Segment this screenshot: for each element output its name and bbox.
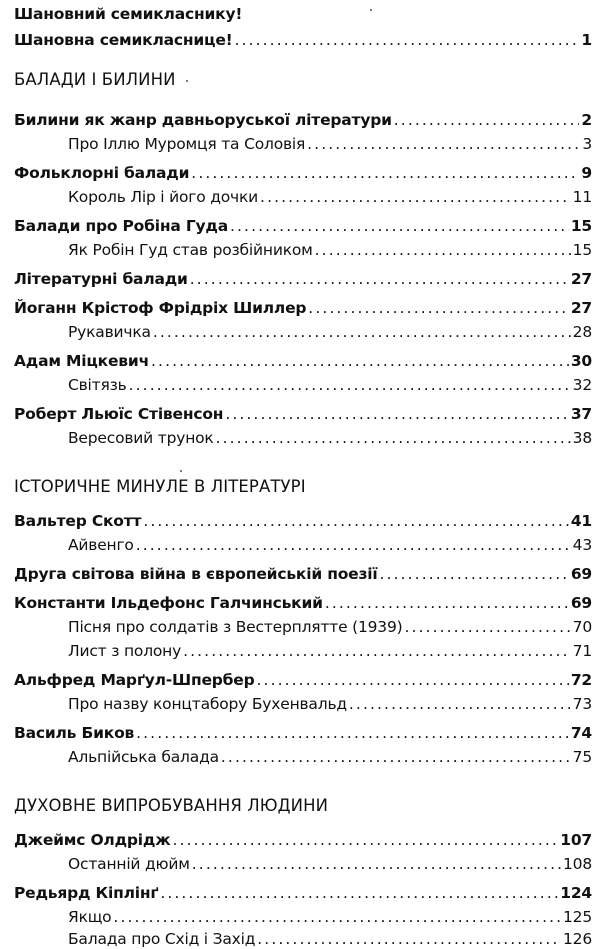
- toc-entry-page: 69: [570, 594, 592, 612]
- toc-entry-title: Літературні балади: [14, 270, 188, 288]
- toc-entry-title: Лист з полону: [68, 642, 182, 660]
- toc-entry-title: Константи Ільдефонс Галчинський: [14, 594, 323, 612]
- toc-entry[interactable]: [14, 511, 592, 531]
- toc-entry-title: Світязь: [68, 376, 127, 394]
- leader-dots: [191, 163, 579, 183]
- leader-dots: [260, 187, 571, 207]
- toc-entry[interactable]: [68, 187, 592, 207]
- toc-entry[interactable]: [14, 269, 592, 289]
- leader-dots: [190, 269, 569, 289]
- toc-entry-page: 72: [570, 671, 592, 689]
- toc-entry-page: 126: [563, 930, 592, 948]
- leader-dots: [160, 883, 558, 903]
- toc-entry-title: Вересовий трунок: [68, 429, 214, 447]
- toc-entry-title: Якщо: [68, 908, 112, 926]
- toc-entry-intro[interactable]: [14, 30, 592, 50]
- toc-entry[interactable]: [14, 670, 592, 690]
- toc-entry[interactable]: [14, 163, 592, 183]
- toc-entry-page: 75: [572, 748, 592, 766]
- leader-dots: [230, 216, 569, 236]
- toc-entry[interactable]: [14, 830, 592, 850]
- toc-entry-title: Фольклорні балади: [14, 164, 190, 182]
- toc-entry[interactable]: [68, 617, 592, 637]
- toc-entry-title: Йоганн Крістоф Фрідріх Шиллер: [14, 299, 307, 317]
- toc-entry[interactable]: [14, 723, 592, 743]
- leader-dots: [151, 351, 569, 371]
- toc-entry[interactable]: [14, 110, 592, 130]
- intro-greeting-line-1: Шановний семикласнику!: [14, 5, 243, 23]
- toc-entry[interactable]: [68, 747, 592, 767]
- toc-entry-title: Билини як жанр давньоруської літератури: [14, 111, 392, 129]
- toc-entry[interactable]: [68, 134, 592, 154]
- toc-entry-title: Айвенго: [68, 536, 134, 554]
- toc-entry-page: 28: [572, 323, 592, 341]
- toc-entry-page: 125: [563, 908, 592, 926]
- leader-dots: [136, 535, 571, 555]
- section-heading-spiritual-trial: ДУХОВНЕ ВИПРОБУВАННЯ ЛЮДИНИ: [14, 796, 329, 815]
- leader-dots: [404, 617, 570, 637]
- toc-entry[interactable]: [14, 404, 592, 424]
- toc-entry-page: 11: [572, 188, 592, 206]
- toc-entry-title: Останній дюйм: [68, 855, 190, 873]
- toc-entry-title: Альфред Марґул-Шпербер: [14, 671, 255, 689]
- toc-entry-title: Про Іллю Муромця та Соловія: [68, 135, 306, 153]
- toc-entry[interactable]: [14, 564, 592, 584]
- toc-entry-title: Друга світова війна в європейській поезії: [14, 565, 378, 583]
- toc-entry-page: 107: [560, 831, 592, 849]
- leader-dots: [257, 929, 561, 949]
- leader-dots: [172, 830, 558, 850]
- toc-entry-page: 3: [582, 135, 592, 153]
- toc-entry-title: Редьярд Кіплінґ: [14, 884, 159, 902]
- toc-entry-title: Про назву концтабору Бухенвальд: [68, 695, 347, 713]
- leader-dots: [183, 641, 571, 661]
- toc-entry[interactable]: [14, 883, 592, 903]
- toc-entry-title: Балади про Робіна Гуда: [14, 217, 228, 235]
- toc-entry-title: Король Лір і його дочки: [68, 188, 259, 206]
- toc-entry-title: Рукавичка: [68, 323, 151, 341]
- toc-entry-page: 15: [572, 241, 592, 259]
- toc-entry[interactable]: [68, 907, 592, 927]
- leader-dots: [143, 511, 569, 531]
- toc-entry-page: 37: [570, 405, 592, 423]
- toc-entry-page: 27: [570, 270, 592, 288]
- scan-speck: [186, 80, 188, 82]
- toc-entry[interactable]: [68, 322, 592, 342]
- leader-dots: [192, 854, 561, 874]
- leader-dots: [307, 134, 580, 154]
- toc-entry[interactable]: [68, 240, 592, 260]
- toc-entry[interactable]: [68, 428, 592, 448]
- leader-dots: [257, 670, 569, 690]
- toc-entry[interactable]: [14, 593, 592, 613]
- leader-dots: [216, 428, 571, 448]
- leader-dots: [380, 564, 569, 584]
- leader-dots: [394, 110, 580, 130]
- toc-entry-page: 9: [581, 164, 592, 182]
- toc-entry[interactable]: [68, 929, 592, 949]
- toc-entry-page: 1: [581, 31, 592, 49]
- toc-entry-page: 69: [570, 565, 592, 583]
- section-heading-ballads: БАЛАДИ І БИЛИНИ: [14, 70, 176, 89]
- toc-entry[interactable]: [14, 216, 592, 236]
- toc-entry[interactable]: [14, 298, 592, 318]
- toc-entry-page: 124: [560, 884, 592, 902]
- leader-dots: [113, 907, 561, 927]
- toc-entry-title: Джеймс Олдрідж: [14, 831, 171, 849]
- toc-entry-page: 70: [572, 618, 592, 636]
- toc-entry-title: Шановна семикласнице!: [14, 31, 233, 49]
- toc-entry-page: 108: [563, 855, 592, 873]
- toc-entry-title: Балада про Схід і Захід: [68, 930, 256, 948]
- leader-dots: [325, 593, 569, 613]
- scan-speck: [180, 470, 182, 472]
- toc-entry-page: 41: [570, 512, 592, 530]
- leader-dots: [308, 298, 569, 318]
- leader-dots: [153, 322, 571, 342]
- leader-dots: [315, 240, 571, 260]
- toc-entry-page: 2: [581, 111, 592, 129]
- section-heading-historical-past: ІСТОРИЧНЕ МИНУЛЕ В ЛІТЕРАТУРІ: [14, 477, 306, 496]
- toc-entry-title: Вальтер Скотт: [14, 512, 142, 530]
- toc-entry-page: 30: [570, 352, 592, 370]
- toc-entry[interactable]: [68, 854, 592, 874]
- toc-entry-title: Василь Биков: [14, 724, 135, 742]
- leader-dots: [129, 375, 571, 395]
- toc-entry-title: Адам Міцкевич: [14, 352, 150, 370]
- toc-entry-title: Як Робін Гуд став розбійником: [68, 241, 313, 259]
- scan-speck: [370, 9, 372, 11]
- toc-entry-title: Альпійська балада: [68, 748, 219, 766]
- leader-dots: [136, 723, 569, 743]
- toc-entry-page: 32: [572, 376, 592, 394]
- leader-dots: [235, 30, 580, 50]
- toc-entry[interactable]: [68, 375, 592, 395]
- leader-dots: [349, 694, 571, 714]
- toc-entry[interactable]: [68, 641, 592, 661]
- toc-entry-page: 15: [570, 217, 592, 235]
- toc-entry-page: 74: [570, 724, 592, 742]
- toc-entry[interactable]: [14, 351, 592, 371]
- toc-entry-title: Пісня про солдатів з Вестерплятте (1939): [68, 618, 403, 636]
- toc-entry-page: 71: [572, 642, 592, 660]
- toc-entry[interactable]: [68, 535, 592, 555]
- toc-entry[interactable]: [68, 694, 592, 714]
- toc-entry-page: 27: [570, 299, 592, 317]
- leader-dots: [225, 404, 569, 424]
- toc-entry-title: Роберт Льюїс Стівенсон: [14, 405, 224, 423]
- leader-dots: [221, 747, 571, 767]
- toc-entry-page: 43: [572, 536, 592, 554]
- toc-entry-page: 38: [572, 429, 592, 447]
- toc-entry-page: 73: [572, 695, 592, 713]
